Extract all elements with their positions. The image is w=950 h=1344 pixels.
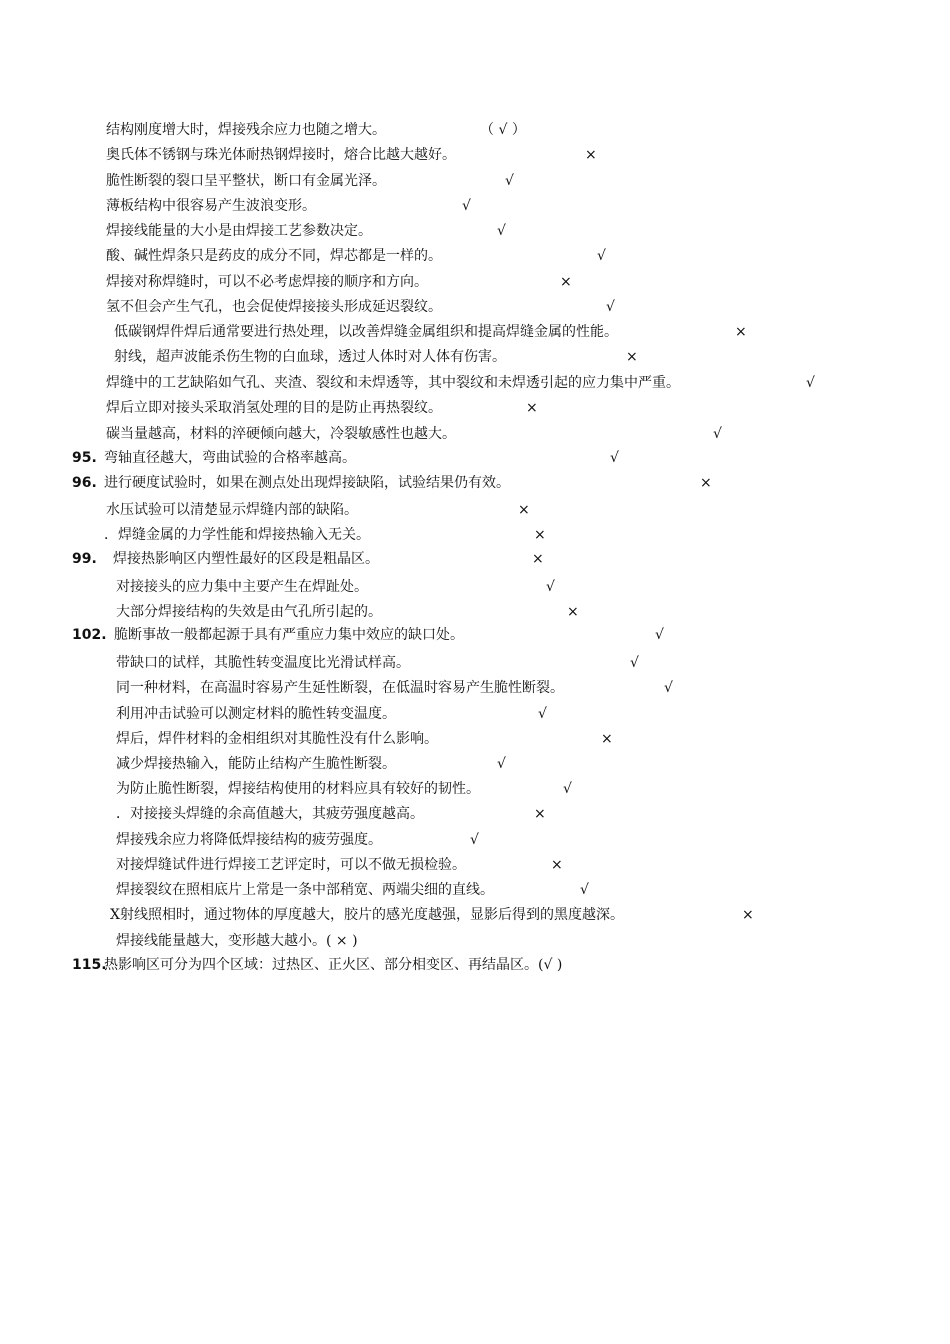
item-text: 碳当量越高，材料的淬硬倾向越大，冷裂敏感性也越大。 <box>106 426 456 442</box>
item-text: 奥氏体不锈钢与珠光体耐热钢焊接时，熔合比越大越好。 <box>106 147 456 163</box>
item-text: 低碳钢焊件焊后通常要进行热处理，以改善焊缝金属组织和提高焊缝金属的性能。 <box>114 324 618 340</box>
item-text: 为防止脆性断裂，焊接结构使用的材料应具有较好的韧性。 <box>116 781 480 797</box>
item-text: 焊后立即对接头采取消氢处理的目的是防止再热裂纹。 <box>106 400 442 416</box>
answer-mark: √ <box>630 655 639 671</box>
item-text: 大部分焊接结构的失效是由气孔所引起的。 <box>116 604 382 620</box>
answer-mark: √ <box>606 299 615 315</box>
item-text: 焊接残余应力将降低焊接结构的疲劳强度。 <box>116 832 382 848</box>
answer-mark: × <box>626 349 638 365</box>
item-text: 射线，超声波能杀伤生物的白血球，透过人体时对人体有伤害。 <box>114 349 506 365</box>
answer-mark: × <box>551 857 563 873</box>
item-text: 焊接裂纹在照相底片上常是一条中部稍宽、两端尖细的直线。 <box>116 882 494 898</box>
item-number: 102. <box>72 627 107 643</box>
item-text: 同一种材料，在高温时容易产生延性断裂，在低温时容易产生脆性断裂。 <box>116 680 564 696</box>
answer-mark: √ <box>610 450 619 466</box>
answer-mark: × <box>526 400 538 416</box>
answer-mark: √ <box>497 223 506 239</box>
item-text: 焊后，焊件材料的金相组织对其脆性没有什么影响。 <box>116 731 438 747</box>
item-text: 弯轴直径越大，弯曲试验的合格率越高。 <box>104 450 356 466</box>
item-text: 对接接头的应力集中主要产生在焊趾处。 <box>116 579 368 595</box>
item-text: 酸、碱性焊条只是药皮的成分不同，焊芯都是一样的。 <box>106 248 442 264</box>
item-text: 脆断事故一般都起源于具有严重应力集中效应的缺口处。 <box>114 627 464 643</box>
item-text: ．焊缝金属的力学性能和焊接热输入无关。 <box>104 527 370 543</box>
answer-mark: √ <box>538 706 547 722</box>
answer-mark: √ <box>597 248 606 264</box>
answer-mark: √ <box>470 832 479 848</box>
answer-mark: × <box>585 147 597 163</box>
item-text: 对接焊缝试件进行焊接工艺评定时，可以不做无损检验。 <box>116 857 466 873</box>
item-text: 薄板结构中很容易产生波浪变形。 <box>106 198 316 214</box>
answer-mark: × <box>532 551 544 567</box>
answer-mark: √ <box>462 198 471 214</box>
item-text: 利用冲击试验可以测定材料的脆性转变温度。 <box>116 706 396 722</box>
answer-mark: √ <box>655 627 664 643</box>
item-text: 焊接线能量的大小是由焊接工艺参数决定。 <box>106 223 372 239</box>
answer-mark: × <box>560 274 572 290</box>
answer-mark: × <box>518 502 530 518</box>
answer-mark: × <box>742 907 754 923</box>
item-number: 99. <box>72 551 97 567</box>
answer-mark: √ <box>664 680 673 696</box>
item-text: ．对接接头焊缝的余高值越大，其疲劳强度越高。 <box>116 806 424 822</box>
item-text: 热影响区可分为四个区域：过热区、正火区、部分相变区、再结晶区。(√ ) <box>104 957 563 973</box>
item-text: X射线照相时，通过物体的厚度越大，胶片的感光度越强，显影后得到的黑度越深。 <box>110 907 624 923</box>
item-text: 焊缝中的工艺缺陷如气孔、夹渣、裂纹和未焊透等，其中裂纹和未焊透引起的应力集中严重。 <box>106 375 680 391</box>
answer-mark: × <box>534 806 546 822</box>
answer-mark: × <box>601 731 613 747</box>
answer-mark: √ <box>546 579 555 595</box>
answer-mark: × <box>700 475 712 491</box>
item-text: 进行硬度试验时，如果在测点处出现焊接缺陷，试验结果仍有效。 <box>104 475 510 491</box>
answer-mark: √ <box>806 375 815 391</box>
answer-mark: × <box>567 604 579 620</box>
answer-mark: × <box>534 527 546 543</box>
item-text: 脆性断裂的裂口呈平整状，断口有金属光泽。 <box>106 173 386 189</box>
item-text: 氢不但会产生气孔，也会促使焊接接头形成延迟裂纹。 <box>106 299 442 315</box>
item-number: 95. <box>72 450 97 466</box>
item-number: 96. <box>72 475 97 491</box>
answer-mark: √ <box>505 173 514 189</box>
item-text: 带缺口的试样，其脆性转变温度比光滑试样高。 <box>116 655 410 671</box>
item-text: 焊接线能量越大，变形越大越小。( × ) <box>116 933 358 949</box>
item-text: 焊接热影响区内塑性最好的区段是粗晶区。 <box>113 551 379 567</box>
answer-mark: √ <box>713 426 722 442</box>
answer-mark: × <box>735 324 747 340</box>
item-number: 115. <box>72 957 107 973</box>
answer-mark: √ <box>580 882 589 898</box>
item-text: 结构刚度增大时，焊接残余应力也随之增大。 <box>106 122 386 138</box>
answer-mark: √ <box>563 781 572 797</box>
item-text: 焊接对称焊缝时，可以不必考虑焊接的顺序和方向。 <box>106 274 428 290</box>
item-text: 减少焊接热输入，能防止结构产生脆性断裂。 <box>116 756 396 772</box>
item-text: 水压试验可以清楚显示焊缝内部的缺陷。 <box>106 502 358 518</box>
answer-mark: （ √ ） <box>480 122 526 138</box>
answer-mark: √ <box>497 756 506 772</box>
